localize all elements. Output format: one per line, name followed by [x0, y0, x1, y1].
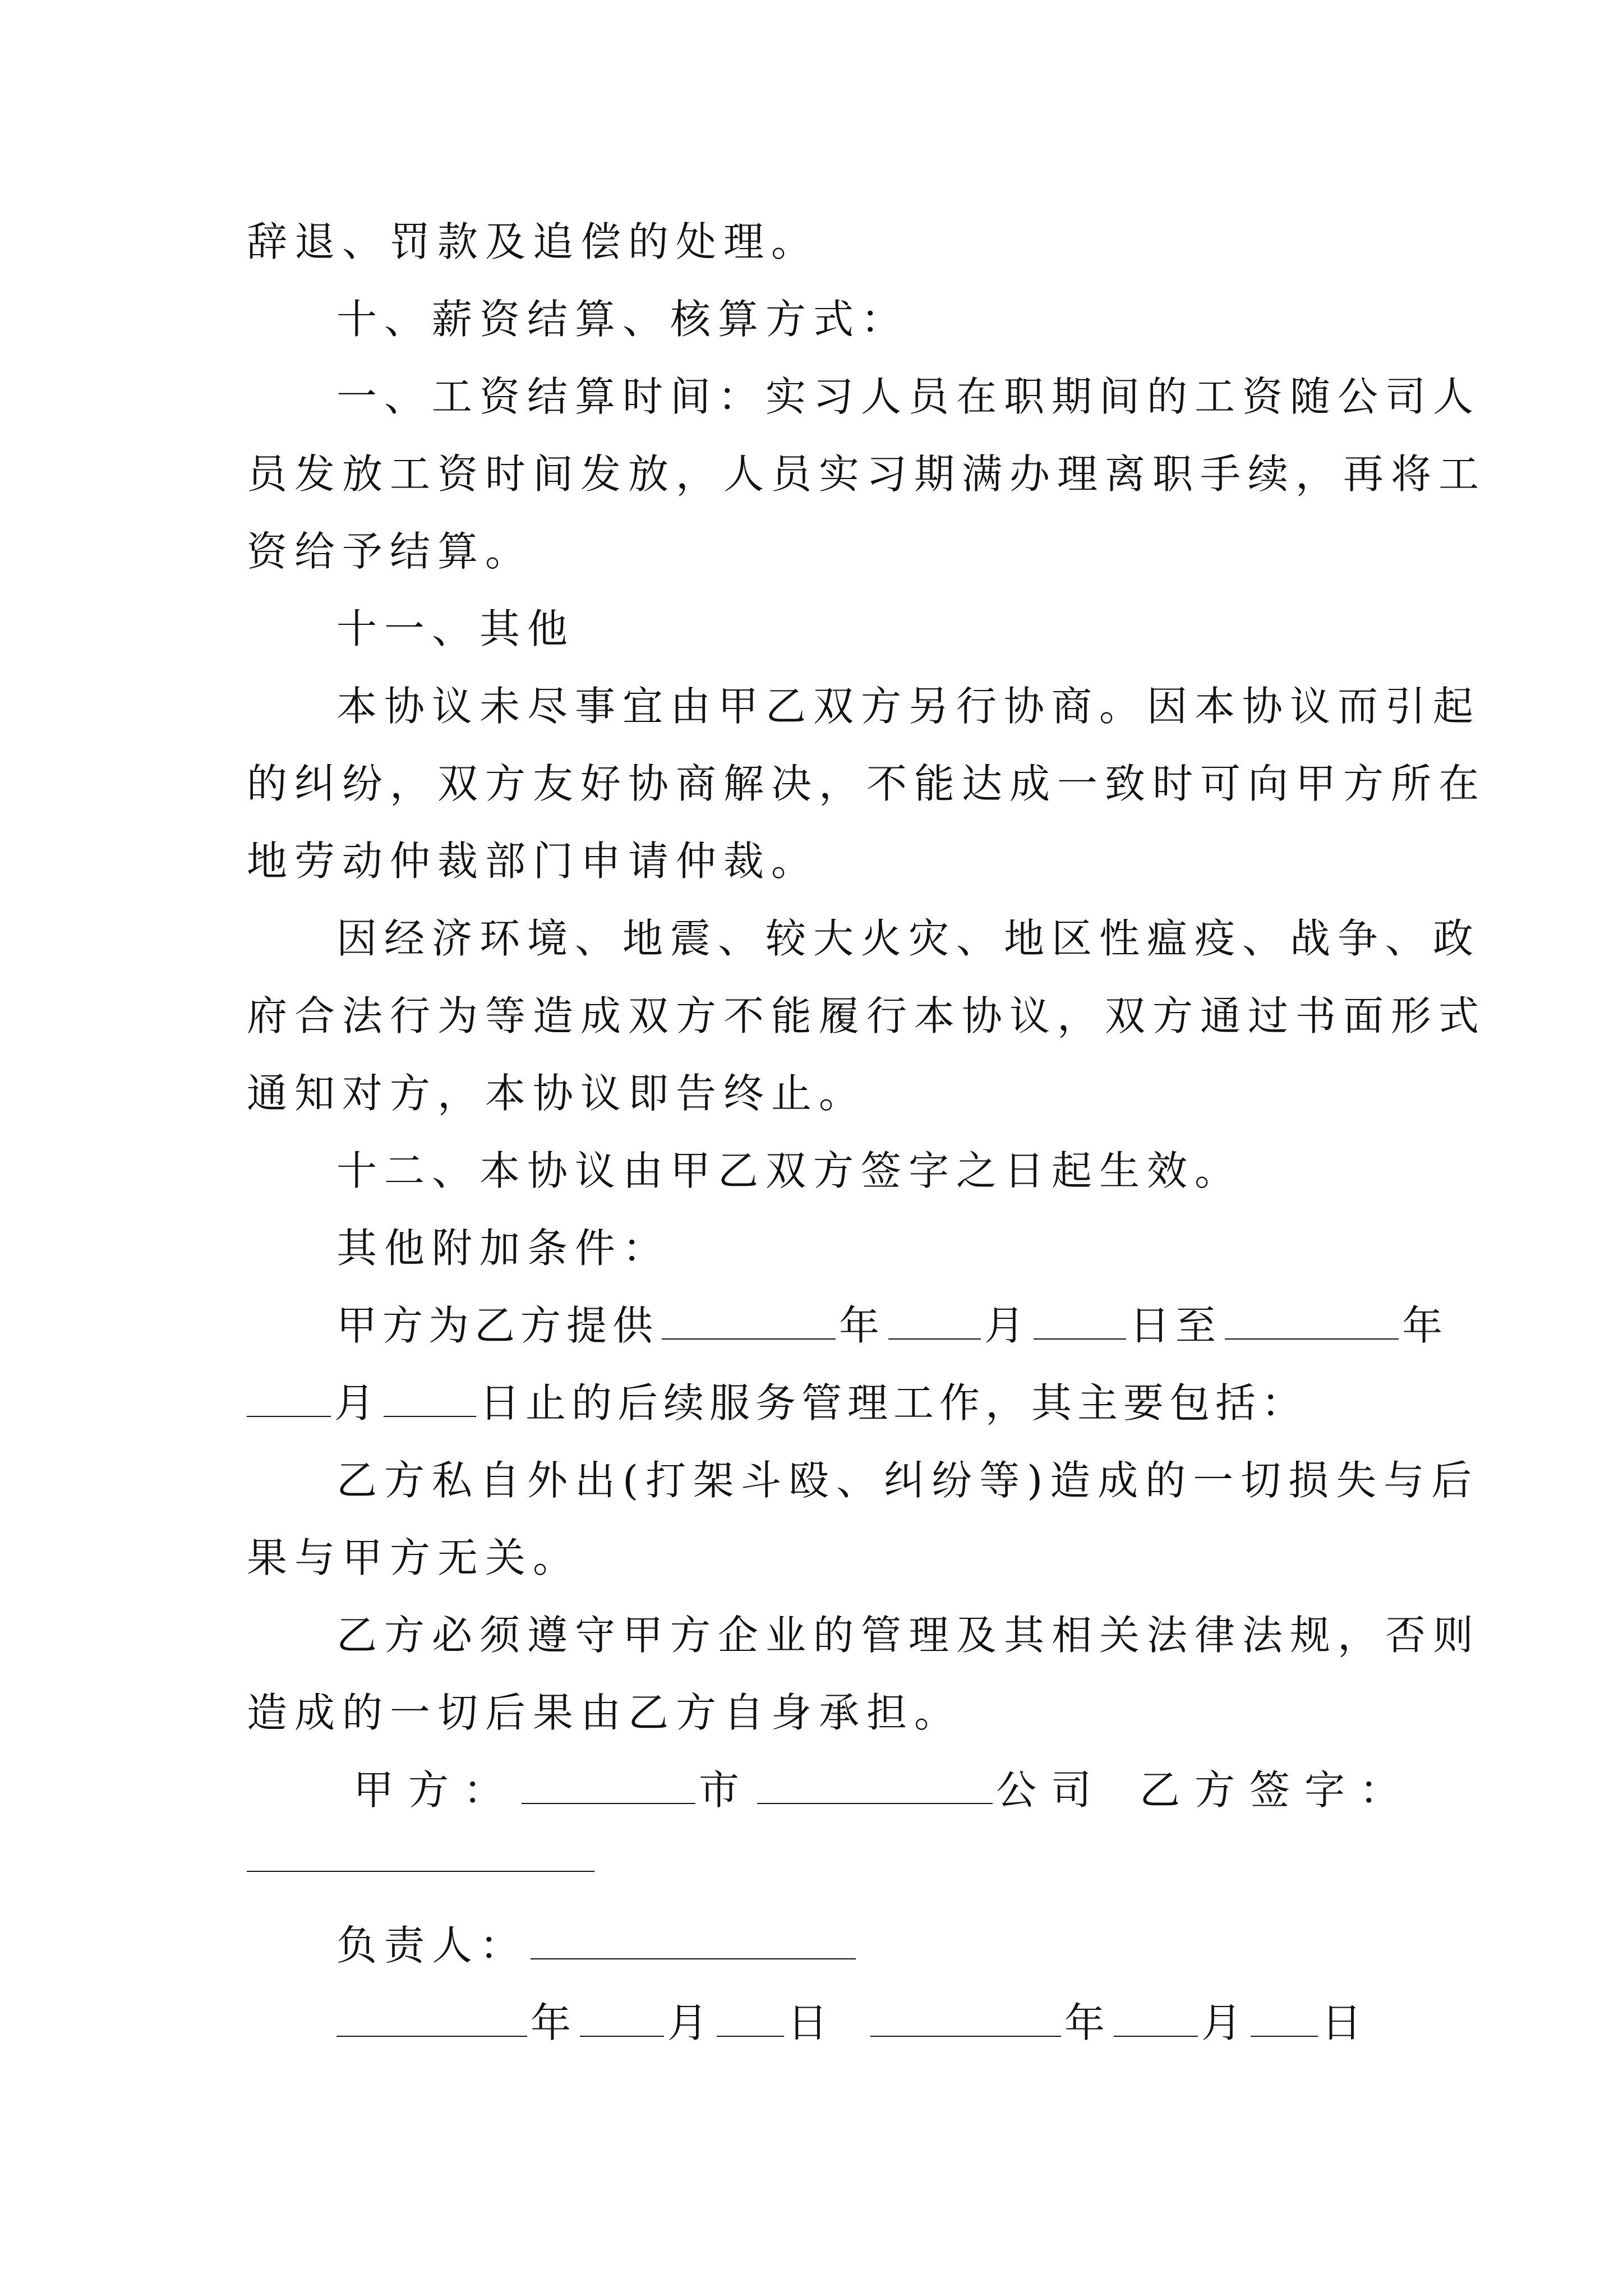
text-line: 辞退、罚款及追偿的处理。 [247, 218, 819, 265]
text-line: 通知对方，本协议即告终止。 [247, 1070, 867, 1117]
text-line: 资给予结算。 [247, 528, 533, 575]
city-label: 市 [699, 1766, 754, 1814]
date-year-label: 年 [531, 1999, 577, 2046]
text-line: 府合法行为等造成双方不能履行本协议，双方通过书面形式 [247, 992, 1487, 1039]
responsible-line [336, 1922, 859, 1969]
section-heading-other: 十一、其他 [336, 605, 575, 652]
text-fragment: 月 [334, 1379, 381, 1427]
text-line: 因经济环境、地震、较大火灾、地区性瘟疫、战争、政 [336, 915, 1481, 962]
date-month-label: 月 [1201, 1999, 1248, 2046]
company-label: 公司 [996, 1766, 1106, 1814]
city-blank[interactable] [522, 1801, 695, 1804]
party-a-date-day-blank[interactable] [717, 2033, 784, 2037]
section-heading-salary: 十、薪资结算、核算方式： [336, 296, 909, 343]
party-b-date-year-blank[interactable] [870, 2033, 1061, 2037]
company-blank[interactable] [757, 1801, 993, 1804]
signature-line [353, 1766, 1415, 1814]
party-b-date-month-blank[interactable] [1114, 2033, 1198, 2037]
text-line: 员发放工资时间发放，人员实习期满办理离职手续，再将工 [247, 450, 1487, 498]
service-period-line-2 [247, 1379, 1308, 1427]
section-heading-effective: 十二、本协议由甲乙双方签字之日起生效。 [336, 1147, 1243, 1194]
text-line: 的纠纷，双方友好协商解决，不能达成一致时可向甲方所在 [247, 760, 1487, 807]
text-line: 其他附加条件： [336, 1225, 671, 1272]
date-line [336, 1999, 1368, 2046]
text-line: 果与甲方无关。 [247, 1534, 581, 1581]
date-day-label: 日 [1321, 1999, 1368, 2046]
text-fragment: 月 [984, 1302, 1031, 1349]
party-b-label: 乙方签字： [1140, 1766, 1415, 1814]
text-line: 乙方必须遵守甲方企业的管理及其相关法律法规，否则 [336, 1612, 1481, 1659]
party-a-date-month-blank[interactable] [580, 2033, 664, 2037]
date-year-label: 年 [1064, 1999, 1111, 2046]
text-fragment: 日止的后续服务管理工作，其主要包括： [479, 1379, 1308, 1427]
text-fragment: 年 [1402, 1302, 1449, 1349]
text-fragment: 甲方为乙方提供 [336, 1302, 659, 1349]
text-line: 地劳动仲裁部门申请仲裁。 [247, 838, 819, 885]
text-fragment: 年 [839, 1302, 886, 1349]
party-b-signature-blank[interactable] [247, 1871, 594, 1872]
responsible-blank[interactable] [531, 1956, 856, 1959]
text-line: 本协议未尽事宜由甲乙双方另行协商。因本协议而引起 [336, 683, 1481, 730]
date-day-label: 日 [787, 1999, 834, 2046]
blank-year-end[interactable] [1225, 1336, 1399, 1340]
date-month-label: 月 [667, 1999, 714, 2046]
party-a-label: 甲方： [353, 1766, 519, 1814]
text-line: 造成的一切后果由乙方自身承担。 [247, 1689, 962, 1736]
blank-day-start[interactable] [1034, 1336, 1126, 1340]
party-a-date-year-blank[interactable] [336, 2033, 527, 2037]
responsible-label: 负责人： [336, 1922, 528, 1969]
service-period-line-1 [336, 1302, 1449, 1349]
blank-year-start[interactable] [662, 1336, 836, 1340]
text-fragment: 日至 [1129, 1302, 1222, 1349]
party-b-date-day-blank[interactable] [1251, 2033, 1318, 2037]
blank-day-end[interactable] [384, 1414, 476, 1417]
blank-month-end[interactable] [247, 1414, 331, 1417]
blank-month-start[interactable] [888, 1336, 981, 1340]
text-line: 一、工资结算时间：实习人员在职期间的工资随公司人 [336, 373, 1481, 420]
text-line: 乙方私自外出(打架斗殴、纠纷等)造成的一切损失与后 [336, 1457, 1479, 1504]
